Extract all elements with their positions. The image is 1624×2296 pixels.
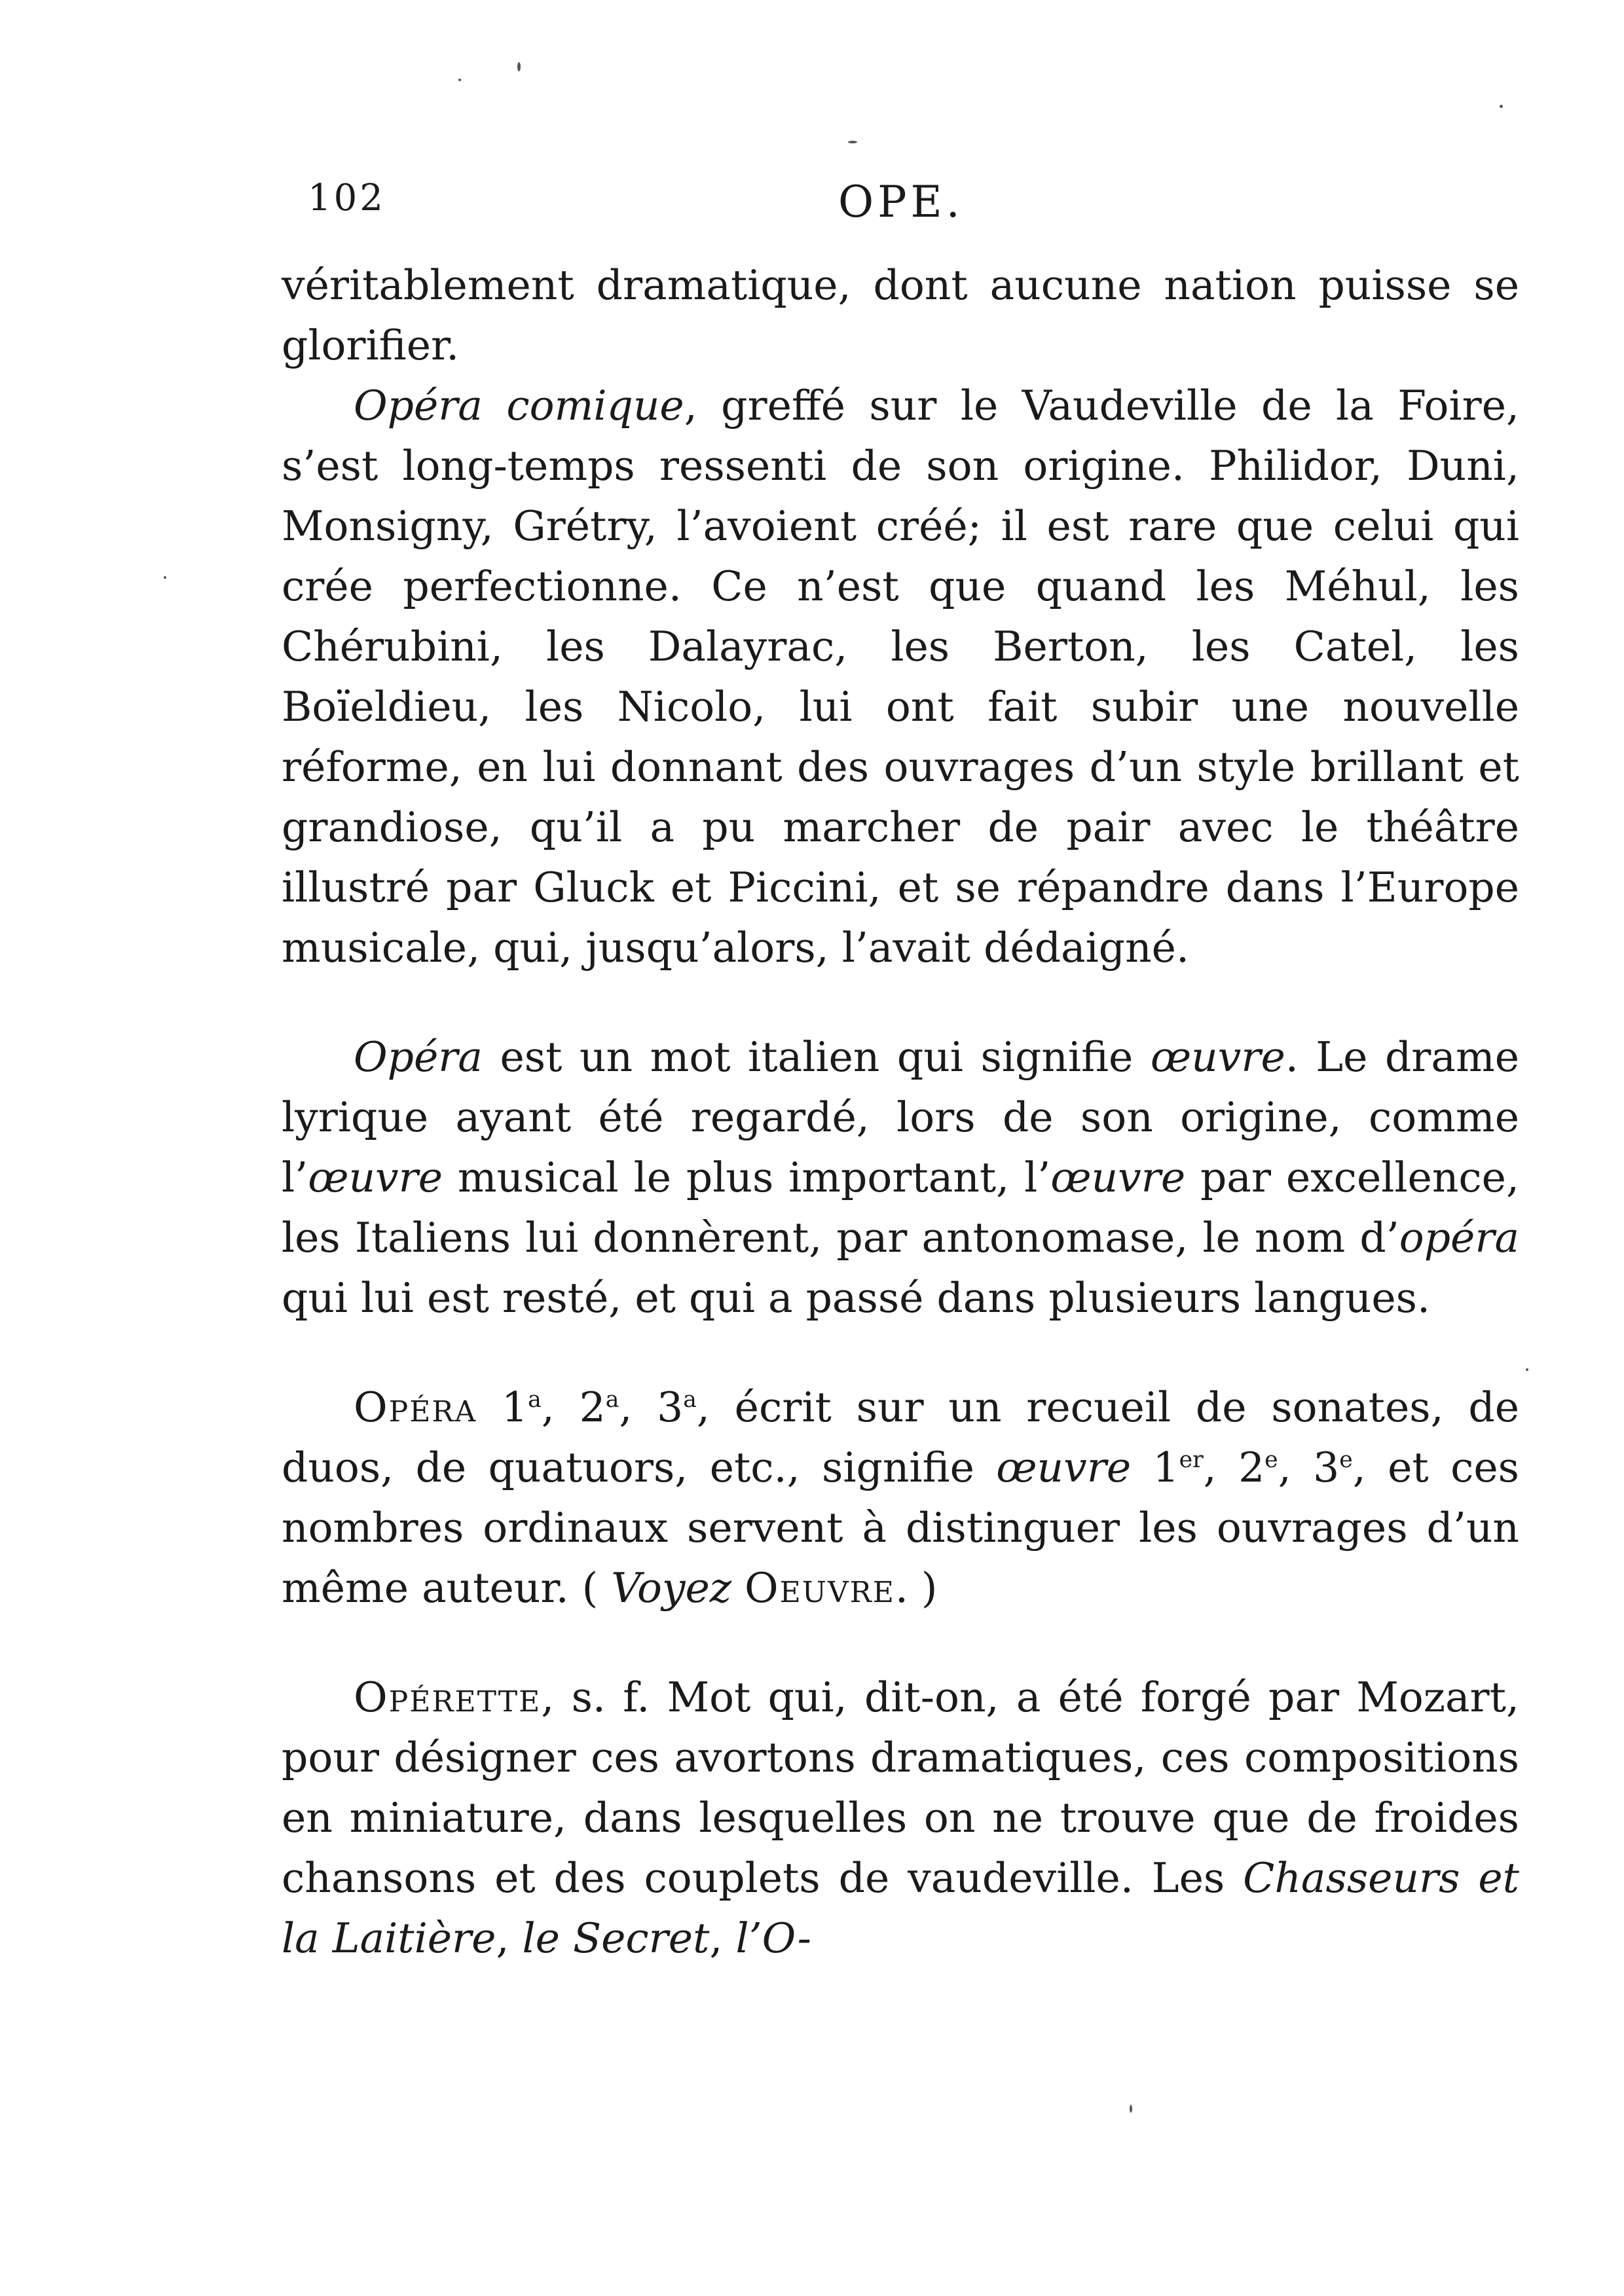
term-oeuvre: œuvre bbox=[1150, 1033, 1285, 1081]
ordinal-number: 3 bbox=[1313, 1444, 1340, 1491]
entry-headword: Opéra bbox=[354, 1383, 477, 1431]
ordinal-number: 2 bbox=[1238, 1444, 1265, 1491]
paragraph-text: véritablement dramatique, dont aucune nation puisse se glorifier. bbox=[282, 261, 1519, 369]
text-run: qui lui est resté, et qui a passé dans plusieurs langues. bbox=[282, 1274, 1430, 1322]
text-run: musical le plus important, l’ bbox=[443, 1154, 1051, 1201]
work-title: l’O- bbox=[735, 1914, 811, 1962]
text-run: , écrit sur un recueil de sonates, de duos, de quatuors, etc., signifie bbox=[282, 1383, 1519, 1491]
term-oeuvre: œuvre bbox=[996, 1444, 1132, 1491]
entry-opera-numbered: Opéra 1$^a$, 2$^a$, 3$^a$, écrit sur un recueil de sonates, de duos, de quatuors, etc., signifie œuvre 1er, 2e, 3e, et ces nombres ordinaux servent à distinguer les ouvrages d’un même auteur. ( Voyez Oeuvre. ) bbox=[282, 1383, 1520, 1612]
text-run: . Le drame lyrique ayant été regardé, lors de son origine, comme l’ bbox=[282, 1033, 1519, 1201]
term-opera-comique: Opéra comique bbox=[354, 382, 684, 429]
ordinal-suffix: a bbox=[528, 1387, 542, 1413]
paper-speck bbox=[1500, 105, 1503, 108]
paragraph-opera-comique bbox=[282, 376, 1519, 978]
ordinal-number: 3 bbox=[657, 1383, 684, 1431]
paper-speck bbox=[517, 62, 521, 71]
ordinal-number: 1 bbox=[502, 1383, 528, 1431]
text-run: , et ces nombres ordinaux servent à distinguer les ouvrages d’un même auteur. ( bbox=[282, 1444, 1520, 1612]
ordinal-number: 1 bbox=[1153, 1444, 1179, 1491]
paper-speck bbox=[1526, 1368, 1528, 1371]
work-title: le Secret bbox=[522, 1914, 710, 1962]
term-oeuvre: œuvre bbox=[1050, 1154, 1186, 1201]
text-run: , bbox=[496, 1914, 523, 1962]
work-title: Chasseurs et la Laitière bbox=[282, 1854, 1519, 1962]
term-opera: Opéra bbox=[354, 1033, 483, 1081]
text-run: . ) bbox=[895, 1564, 938, 1612]
text-run: , s. f. Mot qui, dit-on, a été forgé par Mozart, pour désigner ces avortons dramatiques, ces compositions en miniature, dans lesquelles on ne trouve que de froides chansons et des couplets de vaudeville. Les bbox=[282, 1673, 1519, 1902]
page-header bbox=[308, 177, 1506, 249]
paper-speck bbox=[458, 79, 461, 81]
cross-reference-target: Oeuvre bbox=[744, 1564, 895, 1612]
ordinal-suffix: a bbox=[605, 1387, 619, 1413]
paragraph-continuation bbox=[282, 255, 1519, 376]
term-opera-italic: opéra bbox=[1399, 1214, 1519, 1262]
entry-operette bbox=[282, 1667, 1519, 1969]
paper-speck bbox=[164, 576, 166, 579]
cross-reference-label: Voyez bbox=[611, 1564, 731, 1612]
page-number: 102 bbox=[308, 177, 386, 219]
paper-speck bbox=[848, 141, 857, 143]
ordinal-suffix: er bbox=[1179, 1447, 1204, 1473]
ordinal-number: 2 bbox=[579, 1383, 606, 1431]
paragraph-text: , greffé sur le Vaudeville de la Foire, s’est long-temps ressenti de son origine. Philidor, Duni, Monsigny, Grétry, l’avoient créé; il est rare que celui qui crée perfectionne. Ce n’est que quand les Méhul, les Chérubini, les Dalayrac, les Berton, les Catel, les Boïeldieu, les Nicolo, lui ont fait subir une nouvelle réforme, en lui donnant des ouvrages d’un style brillant et grandiose, qu’il a pu marcher de pair avec le théâtre illustré par Gluck et Piccini, et se répandre dans l’Europe musicale, qui, jusqu’alors, l’avait dédaigné. bbox=[282, 382, 1519, 972]
paper-speck bbox=[1130, 2105, 1132, 2113]
ordinal-suffix: e bbox=[1264, 1447, 1278, 1473]
paragraph-opera-etymology bbox=[282, 1027, 1519, 1328]
running-head: OPE. bbox=[838, 177, 964, 227]
term-oeuvre: œuvre bbox=[308, 1154, 443, 1201]
body-text bbox=[282, 255, 1519, 1969]
ordinal-suffix: a bbox=[683, 1387, 697, 1413]
entry-headword: Opérette bbox=[354, 1673, 542, 1721]
text-run: par excellence, les Italiens lui donnèrent, par antonomase, le nom d’ bbox=[282, 1154, 1519, 1262]
ordinal-suffix: e bbox=[1339, 1447, 1353, 1473]
text-run: , bbox=[709, 1914, 736, 1962]
text-run: est un mot italien qui signifie bbox=[482, 1033, 1151, 1081]
